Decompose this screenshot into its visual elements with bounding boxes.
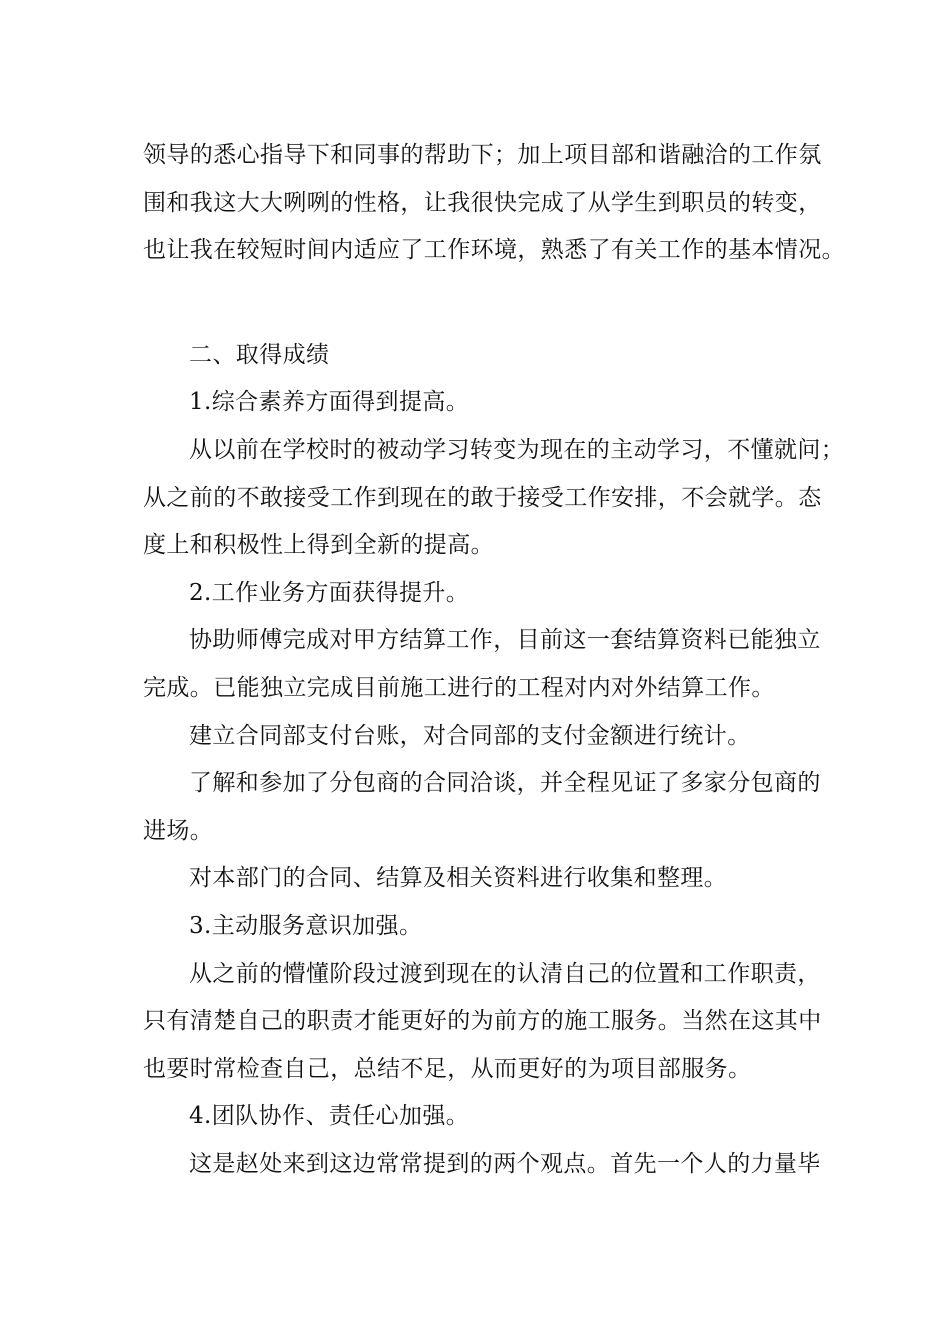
intro-line-1: 领导的悉心指导下和同事的帮助下；加上项目部和谐融洽的工作氛: [143, 142, 822, 168]
item1-body-line-1: 从以前在学校时的被动学习转变为现在的主动学习，不懂就问；: [189, 436, 845, 463]
intro-line-2: 围和我这大大咧咧的性格，让我很快完成了从学生到职员的转变，: [143, 189, 822, 216]
item2-para3-line-1: 了解和参加了分包商的合同洽谈，并全程见证了多家分包商的: [189, 770, 821, 797]
paragraph-gap: [143, 275, 813, 332]
item1-heading: 1.综合素养方面得到提高。: [189, 389, 470, 416]
item3-heading: 3.主动服务意识加强。: [189, 912, 423, 939]
item2-para1-line-2: 完成。已能独立完成目前施工进行的工程对内对外结算工作。: [143, 674, 775, 701]
item3-body-line-2: 只有清楚自己的职责才能更好的为前方的施工服务。当然在这其中: [143, 1008, 822, 1035]
item3-body-line-1: 从之前的懵懂阶段过渡到现在的认清自己的位置和工作职责，: [189, 960, 821, 987]
item2-para1-line-1: 协助师傅完成对甲方结算工作，目前这一套结算资料已能独立: [189, 627, 821, 654]
item4-body-line-1: 这是赵处来到这边常常提到的两个观点。首先一个人的力量毕: [189, 1150, 821, 1177]
item1-body-line-2: 从之前的不敢接受工作到现在的敢于接受工作安排，不会就学。态: [143, 484, 822, 511]
item4-heading: 4.团队协作、责任心加强。: [189, 1103, 470, 1130]
item2-para4: 对本部门的合同、结算及相关资料进行收集和整理。: [189, 865, 728, 892]
item3-body-line-3: 也要时常检查自己，总结不足，从而更好的为项目部服务。: [143, 1055, 752, 1082]
section-heading: 二、取得成绩: [189, 341, 330, 368]
document-body: [143, 132, 845, 1188]
item2-para2: 建立合同部支付台账，对合同部的支付金额进行统计。: [189, 722, 751, 749]
item1-body-line-3: 度上和积极性上得到全新的提高。: [143, 532, 494, 559]
intro-line-3: 也让我在较短时间内适应了工作环境，熟悉了有关工作的基本情况。: [143, 237, 845, 264]
item2-para3-line-2: 进场。: [143, 817, 214, 844]
item2-heading: 2.工作业务方面获得提升。: [189, 579, 470, 606]
